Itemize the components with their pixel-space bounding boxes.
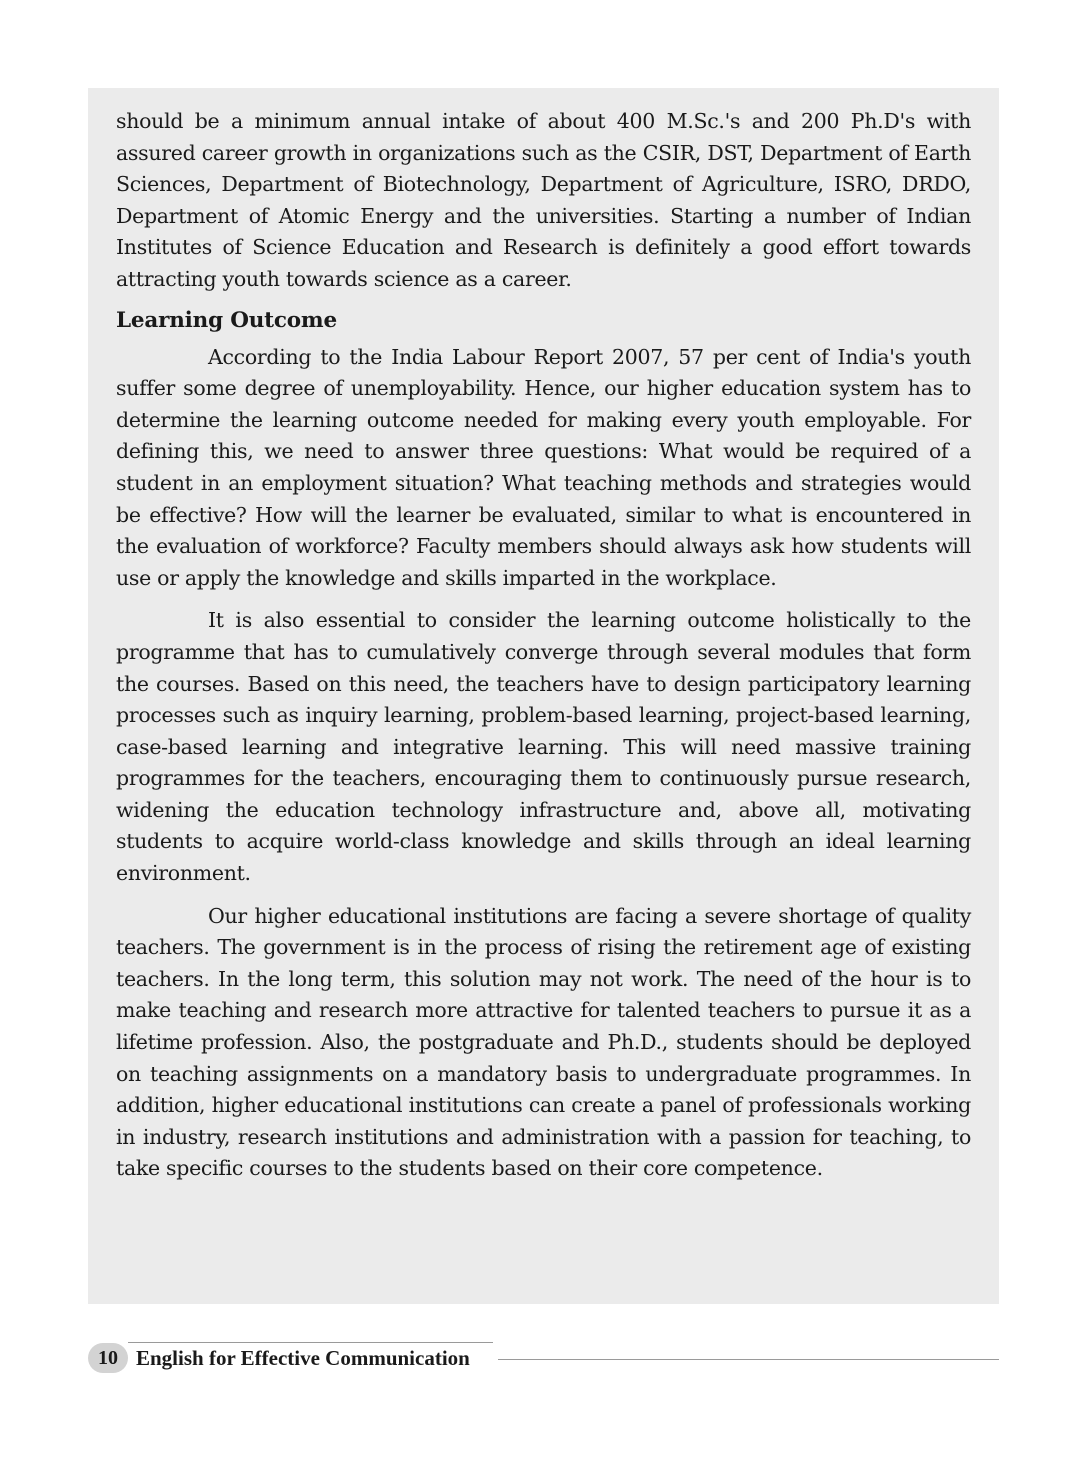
paragraph-2: It is also essential to consider the learning outcome holistically to the programme that has to cumulatively converge through several modules that form the courses. Based on this need, the teachers have to design participatory learning processes such as inquiry learning, problem-based learning, project-based learning, case-based learning and integrative learning. This will need massive training programmes for the teachers, encouraging them to continuously pursue research, widening the education technology infrastructure and, above all, motivating students to acquire world-class knowledge and skills through an ideal learning environment. xyxy=(116,608,971,886)
footer-rule-right xyxy=(498,1359,999,1360)
text-panel xyxy=(88,88,999,1304)
section-heading: Learning Outcome xyxy=(116,307,337,333)
page-number: 10 xyxy=(88,1343,128,1373)
paragraph-3: Our higher educational institutions are facing a severe shortage of quality teachers. The government is in the process of rising the retirement age of existing teachers. In the long term, this solution may not work. The need of the hour is to make teaching and research more attractive for talented teachers to pursue it as a lifetime profession. Also, the postgraduate and Ph.D., students should be deployed on teaching assignments on a mandatory basis to undergraduate programmes. In addition, higher educational institutions can create a panel of professionals working in industry, research institutions and administration with a passion for teaching, to take specific courses to the students based on their core competence. xyxy=(116,903,971,1181)
book-title: English for Effective Communication xyxy=(136,1346,470,1370)
paragraph-intro: should be a minimum annual intake of about 400 M.Sc.'s and 200 Ph.D's with assured career growth in organizations such as the CSIR, DST, Department of Earth Sciences, Department of Biotechnology, Department of Agriculture, ISRO, DRDO, Department of Atomic Energy and the universities. Starting a number of Indian Institutes of Science Education and Research is definitely a good effort towards attracting youth towards science as a career. xyxy=(116,109,971,291)
page-footer xyxy=(88,1340,999,1380)
paragraph-1: According to the India Labour Report 2007, 57 per cent of India's youth suffer some degree of unemployability. Hence, our higher education system has to determine the learning outcome needed for making every youth employable. For defining this, we need to answer three questions: What would be required of a student in an employment situation? What teaching methods and strategies would be effective? How will the learner be evaluated, similar to what is encountered in the evaluation of workforce? Faculty members should always ask how students will use or apply the knowledge and skills imparted in the workplace. xyxy=(116,344,971,590)
